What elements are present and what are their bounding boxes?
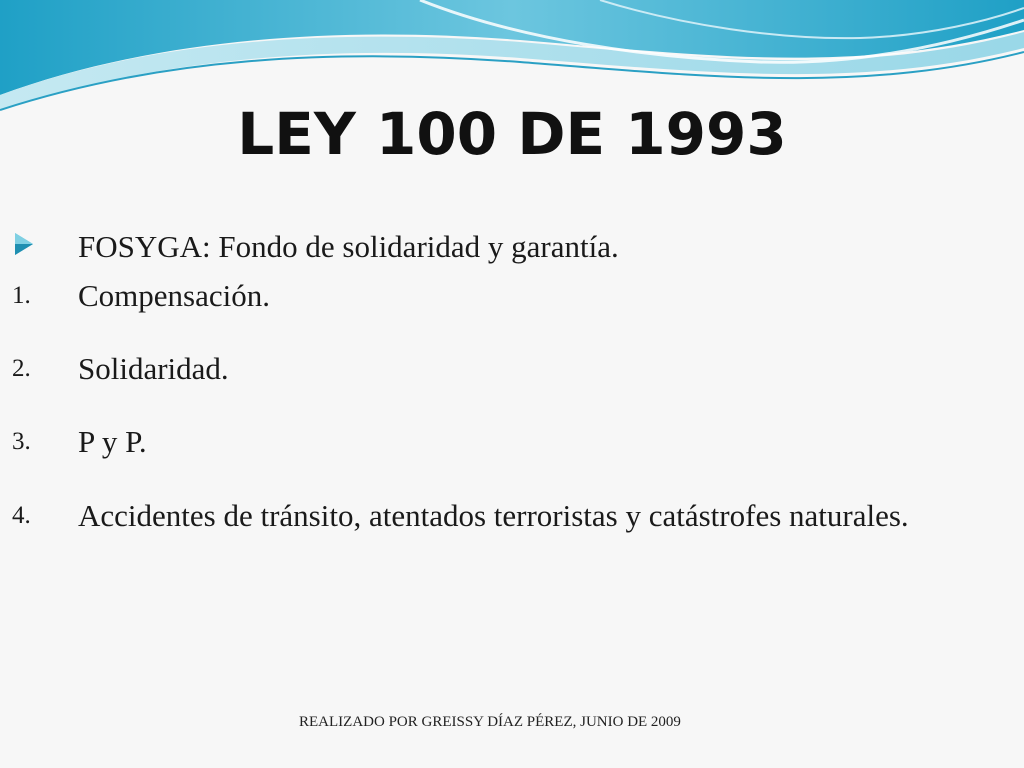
footer-credit: REALIZADO POR GREISSY DÍAZ PÉREZ, JUNIO DE 2009 — [299, 714, 681, 730]
item-number: 1. — [12, 282, 31, 309]
item-text: Solidaridad. — [78, 351, 229, 386]
item-number: 2. — [12, 355, 31, 382]
slide-title: LEY 100 DE 1993 — [237, 100, 787, 168]
item-text: Compensación. — [78, 278, 270, 313]
item-number: 4. — [12, 502, 31, 529]
item-text: P y P. — [78, 424, 147, 459]
item-number: 3. — [12, 428, 31, 455]
item-text: Accidentes de tránsito, atentados terroristas y catástrofes naturales. — [78, 498, 909, 533]
bullet-text: FOSYGA: Fondo de solidaridad y garantía. — [78, 229, 619, 264]
arrow-bullet-icon — [12, 231, 36, 268]
